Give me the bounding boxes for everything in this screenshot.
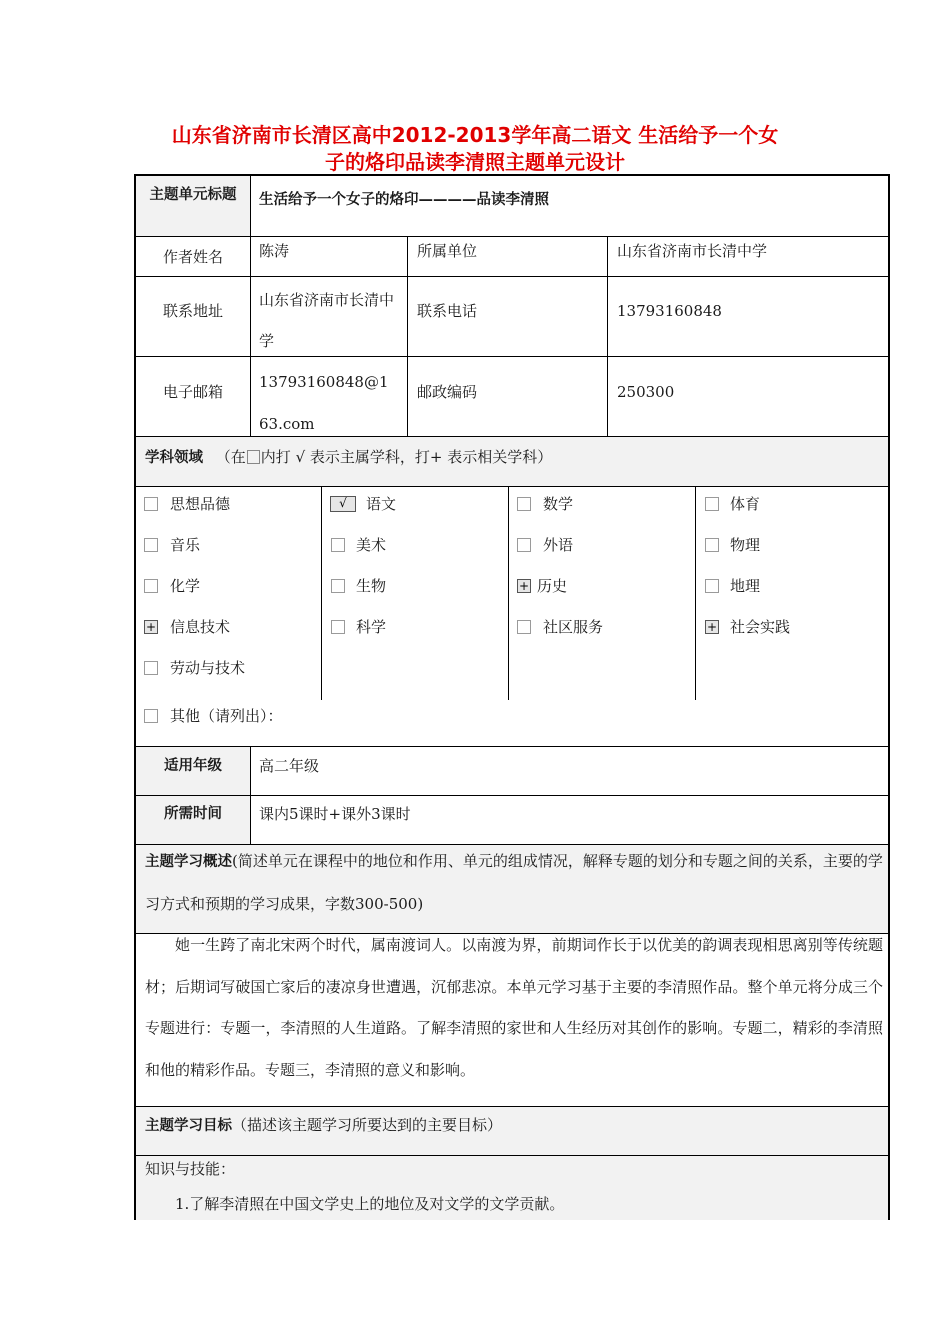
checkbox-icon[interactable]: [331, 579, 345, 593]
rule: [136, 436, 890, 437]
subject-label: 生物: [356, 577, 387, 595]
author-org: 山东省济南市长清中学: [617, 242, 768, 260]
subject-label: 音乐: [170, 536, 201, 554]
phone-value: 13793160848: [617, 302, 722, 320]
checkbox-icon[interactable]: [144, 709, 158, 723]
grade-label: 适用年级: [164, 758, 222, 774]
author-org-label: 所属单位: [417, 242, 478, 260]
address-value: 山东省济南市长清中学: [259, 291, 395, 350]
checkbox-icon[interactable]: [705, 579, 719, 593]
author-name-label: 作者姓名: [162, 248, 223, 266]
subject-label: 社区服务: [543, 618, 604, 636]
subject-label: 物理: [730, 536, 761, 554]
subjects-label: 学科领域: [145, 450, 203, 466]
checkbox-icon[interactable]: [331, 538, 345, 552]
checkbox-icon[interactable]: [144, 538, 158, 552]
author-name: 陈涛: [259, 242, 290, 260]
rule: [250, 746, 251, 844]
subject-label: 劳动与技术: [170, 659, 246, 677]
overview-label: 主题学习概述: [145, 854, 232, 870]
address-label: 联系地址: [162, 302, 223, 320]
phone-label: 联系电话: [417, 302, 478, 320]
title-line-2: 子的烙印品读李清照主题单元设计: [325, 150, 625, 174]
subject-label: 美术: [356, 536, 387, 554]
rule: [136, 1155, 890, 1156]
subject-other-label: 其他（请列出）：: [170, 707, 283, 725]
time-value: 课内5课时+课外3课时: [259, 805, 411, 823]
unit-title-label: 主题单元标题: [149, 187, 237, 203]
rule: [136, 486, 890, 487]
rule: [136, 1106, 890, 1107]
subject-label: 语文: [366, 495, 397, 513]
subject-label: 地理: [730, 577, 761, 595]
checkbox-checked-icon[interactable]: √: [330, 496, 356, 512]
unit-title-value: 生活给予一个女子的烙印————品读李清照: [259, 192, 549, 208]
grade-value: 高二年级: [259, 757, 320, 775]
checkbox-icon[interactable]: [517, 538, 531, 552]
subject-label: 外语: [543, 536, 574, 554]
checkbox-icon[interactable]: [517, 620, 531, 634]
subject-label: 思想品德: [170, 495, 231, 513]
rule: [250, 176, 251, 436]
overview-header: [145, 841, 883, 925]
title-line-1: 山东省济南市长清区高中2012-2013学年高二语文 生活给予一个女: [171, 123, 779, 147]
checkbox-plus-icon[interactable]: +: [518, 579, 530, 593]
rule: [607, 236, 608, 436]
overview-body: 她一生跨了南北宋两个时代，属南渡词人。以南渡为界，前期词作长于以优美的韵调表现相思离别等传统题材；后期词写破国亡家后的凄凉身世遭遇，沉郁悲凉。本单元学习基于主要的李清照作品。整个单元将分成三个专题进行：专题一，李清照的人生道路。了解李清照的家世和人生经历对其创作的影响。专题二，精彩的李清照和他的精彩作品。专题三，李清照的意义和影响。: [145, 936, 883, 1079]
time-label: 所需时间: [164, 806, 222, 822]
checkbox-icon[interactable]: [144, 661, 158, 675]
subjects-hint-a: （在: [215, 448, 246, 466]
subject-label: 数学: [543, 495, 574, 513]
subject-label: 化学: [170, 577, 201, 595]
checkbox-icon[interactable]: [517, 497, 531, 511]
email-label: 电子邮箱: [162, 383, 223, 401]
rule: [695, 487, 696, 700]
email-value: 13793160848@163.com: [259, 373, 389, 433]
rule: [407, 236, 408, 436]
subject-label: 社会实践: [730, 618, 791, 636]
checkbox-icon[interactable]: [144, 497, 158, 511]
knowledge-section-label: 知识与技能：: [145, 1160, 236, 1178]
subjects-hint-b: 内打 √ 表示主属学科，打+ 表示相关学科）: [260, 448, 553, 466]
goals-label: 主题学习目标: [145, 1118, 232, 1134]
zip-value: 250300: [617, 383, 675, 401]
rule: [508, 487, 509, 700]
checkbox-icon[interactable]: [705, 538, 719, 552]
checkbox-sample-icon: [247, 450, 260, 464]
checkbox-plus-icon[interactable]: +: [706, 620, 718, 634]
checkbox-icon[interactable]: [331, 620, 345, 634]
subject-label: 体育: [730, 495, 761, 513]
checkbox-plus-icon[interactable]: +: [145, 620, 157, 634]
subjects-header: [145, 447, 552, 468]
subject-label: 信息技术: [170, 618, 231, 636]
goal-item-1: 1.了解李清照在中国文学史上的地位及对文学的文学贡献。: [175, 1195, 565, 1213]
rule: [321, 487, 322, 700]
checkbox-icon[interactable]: [705, 497, 719, 511]
goals-header: [145, 1115, 502, 1136]
subject-label: 科学: [356, 618, 387, 636]
subject-label: 历史: [537, 577, 568, 595]
checkbox-icon[interactable]: [144, 579, 158, 593]
overview-hint: (简述单元在课程中的地位和作用、单元的组成情况，解释专题的划分和专题之间的关系，主要的学习方式和预期的学习成果，字数300-500): [145, 852, 883, 913]
goals-hint: （描述该主题学习所要达到的主要目标）: [232, 1116, 503, 1134]
document-title: [110, 122, 840, 176]
zip-label: 邮政编码: [417, 383, 478, 401]
